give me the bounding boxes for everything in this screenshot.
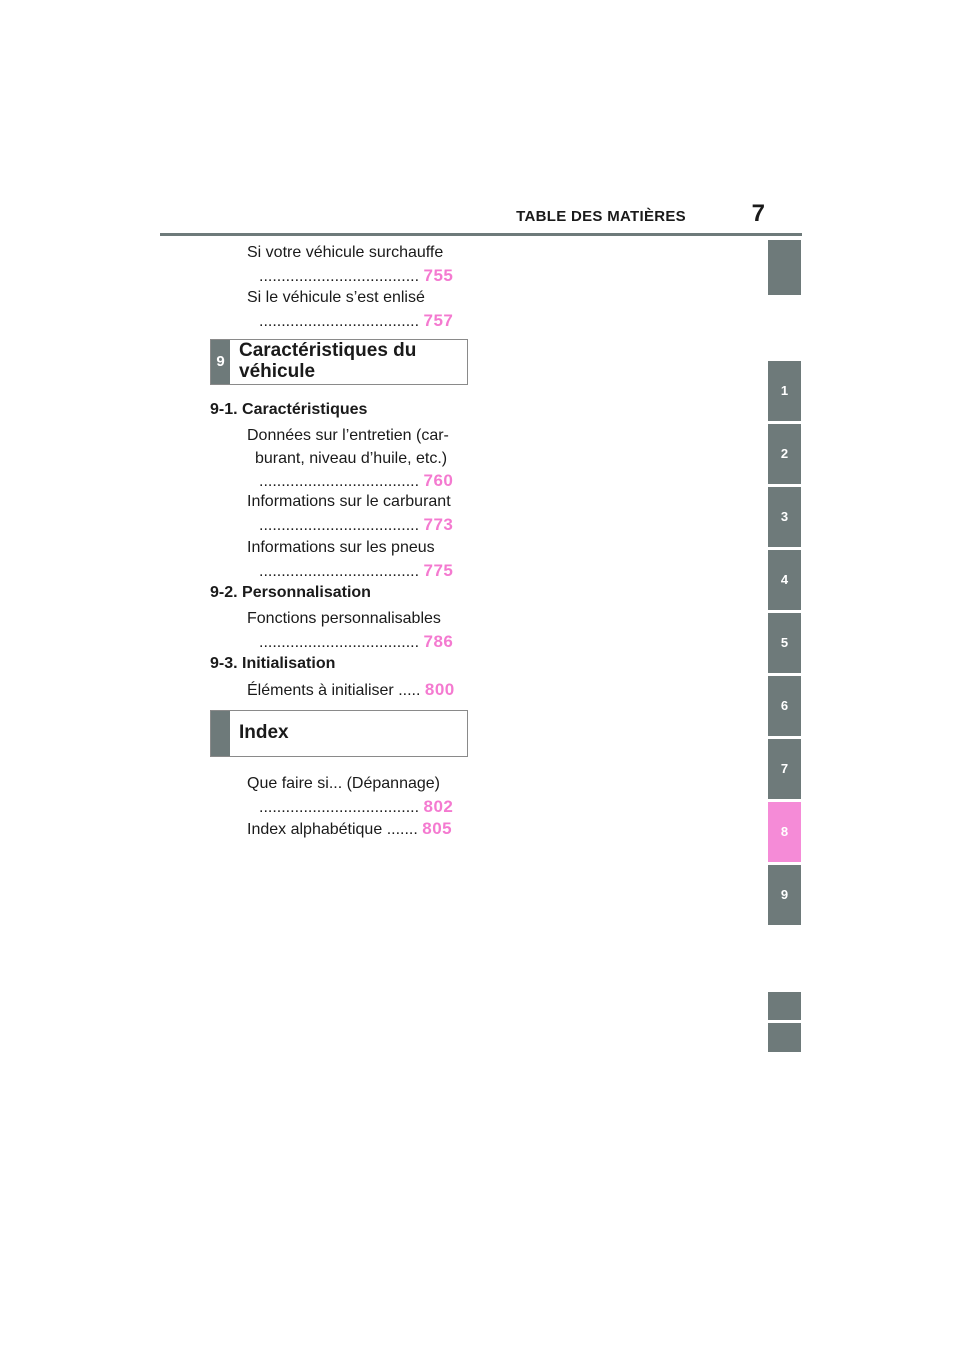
side-tab-8-active[interactable]: 8 <box>768 802 801 862</box>
side-tab-blank-top <box>768 240 801 295</box>
index-heading[interactable] <box>210 710 468 757</box>
toc-leader-dots: .................................... <box>259 312 420 330</box>
toc-page-link[interactable]: 800 <box>424 680 455 699</box>
toc-leader-dots: .................................... <box>259 267 420 285</box>
toc-leader-dots: ....... <box>386 821 418 838</box>
section-heading-9-3[interactable]: 9-3. Initialisation <box>210 655 336 672</box>
side-tab-5[interactable]: 5 <box>768 613 801 673</box>
toc-entry-depannage[interactable] <box>247 773 467 819</box>
side-tab-3[interactable]: 3 <box>768 487 801 547</box>
chapter-9-title-line2: véhicule <box>239 361 316 382</box>
toc-entry-text-continued: burant, niveau d’huile, etc.) <box>255 449 448 467</box>
toc-page-link[interactable]: 802 <box>423 796 454 816</box>
side-tab-2[interactable]: 2 <box>768 424 801 484</box>
chapter-9-heading[interactable] <box>210 339 468 385</box>
page-number: 7 <box>751 200 765 227</box>
toc-entry-text: Données sur l’entretien (car- <box>247 427 449 444</box>
index-title: Index <box>239 722 289 743</box>
side-tab-9[interactable]: 9 <box>768 865 801 925</box>
running-header-title: TABLE DES MATIÈRES <box>516 208 686 225</box>
toc-entry-text: Informations sur le carburant <box>247 493 451 510</box>
toc-entry-donnees-entretien[interactable] <box>247 425 467 494</box>
toc-entry-surchauffe[interactable] <box>247 242 467 288</box>
toc-entry-text: Si votre véhicule surchauffe <box>247 244 444 261</box>
section-heading-9-1[interactable]: 9-1. Caractéristiques <box>210 401 368 418</box>
toc-page-link[interactable]: 757 <box>423 310 454 330</box>
toc-page-link[interactable]: 760 <box>423 471 454 490</box>
toc-entry-text: Que faire si... (Dépannage) <box>247 775 440 792</box>
toc-page-link[interactable]: 755 <box>423 265 454 285</box>
side-tab-6[interactable]: 6 <box>768 676 801 736</box>
side-tab-7[interactable]: 7 <box>768 739 801 799</box>
toc-entry-text: Éléments à initialiser <box>247 682 394 699</box>
toc-entry-text: Fonctions personnalisables <box>247 610 441 627</box>
toc-page-link[interactable]: 775 <box>423 560 454 580</box>
toc-page-link[interactable]: 773 <box>423 514 454 534</box>
toc-entry-fonctions[interactable] <box>247 608 467 654</box>
toc-entry-pneus[interactable] <box>247 537 467 583</box>
side-tab-4[interactable]: 4 <box>768 550 801 610</box>
toc-page-link[interactable]: 805 <box>422 819 453 838</box>
side-tab-blank-bottom-1 <box>768 992 801 1020</box>
toc-entry-text: Informations sur les pneus <box>247 539 435 556</box>
side-tab-1[interactable]: 1 <box>768 361 801 421</box>
section-heading-9-2[interactable]: 9-2. Personnalisation <box>210 584 371 601</box>
toc-entry-text: Si le véhicule s’est enlisé <box>247 289 425 306</box>
toc-page-link[interactable]: 786 <box>423 631 454 651</box>
chapter-9-tab-number: 9 <box>211 340 230 384</box>
side-tab-blank-bottom-2 <box>768 1023 801 1052</box>
toc-entry-index-alphabetique[interactable] <box>247 818 467 842</box>
index-tab-marker <box>211 711 230 756</box>
toc-leader-dots: ..... <box>398 682 421 699</box>
toc-entry-text: Index alphabétique <box>247 821 383 838</box>
chapter-9-title-line1: Caractéristiques du <box>239 340 417 361</box>
toc-leader-dots: .................................... <box>259 798 420 816</box>
toc-leader-dots: .................................... <box>259 562 420 580</box>
toc-leader-dots: .................................... <box>259 516 420 534</box>
toc-entry-elements[interactable] <box>247 679 467 703</box>
toc-entry-carburant[interactable] <box>247 491 467 537</box>
toc-leader-dots: .................................... <box>259 473 420 490</box>
toc-entry-enlise[interactable] <box>247 287 467 333</box>
toc-leader-dots: .................................... <box>259 633 420 651</box>
header-rule <box>160 233 802 236</box>
